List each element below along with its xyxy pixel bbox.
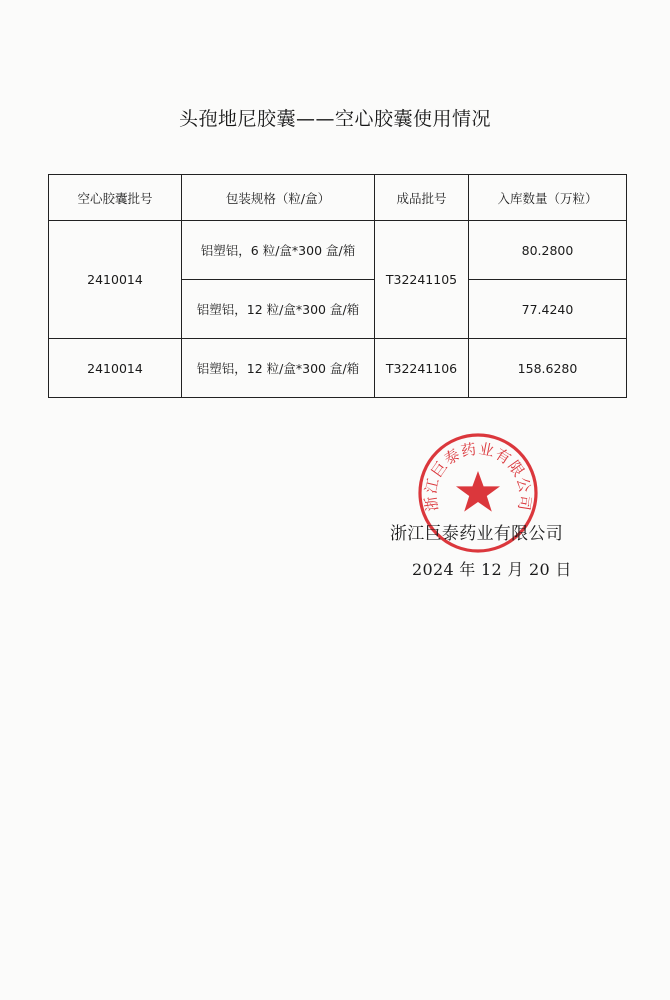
header-capsule-batch: 空心胶囊批号	[49, 175, 182, 221]
quantity-cell: 77.4240	[469, 280, 627, 339]
product-batch-cell: T32241105	[375, 221, 469, 339]
product-batch-cell: T32241106	[375, 339, 469, 398]
star-icon	[456, 471, 500, 512]
document-title: 头孢地尼胶囊——空心胶囊使用情况	[178, 108, 491, 130]
company-name: 浙江巨泰药业有限公司	[390, 524, 563, 544]
package-spec-cell: 铝塑铝，6 粒/盒*300 盒/箱	[182, 221, 375, 280]
package-spec-cell: 铝塑铝，12 粒/盒*300 盒/箱	[182, 339, 375, 398]
seal-text: 浙江巨泰药业有限公司	[421, 439, 535, 513]
capsule-batch-cell: 2410014	[49, 221, 182, 339]
header-package-spec: 包装规格（粒/盒）	[182, 175, 375, 221]
header-quantity: 入库数量（万粒）	[469, 175, 627, 221]
signature-date: 2024 年 12 月 20 日	[412, 560, 572, 579]
quantity-cell: 158.6280	[469, 339, 627, 398]
table-row	[49, 339, 627, 398]
package-spec-cell: 铝塑铝，12 粒/盒*300 盒/箱	[182, 280, 375, 339]
capsule-usage-table	[48, 174, 627, 398]
capsule-batch-cell: 2410014	[49, 339, 182, 398]
header-product-batch: 成品批号	[375, 175, 469, 221]
table-row	[49, 221, 627, 280]
quantity-cell: 80.2800	[469, 221, 627, 280]
table-header-row	[49, 175, 627, 221]
